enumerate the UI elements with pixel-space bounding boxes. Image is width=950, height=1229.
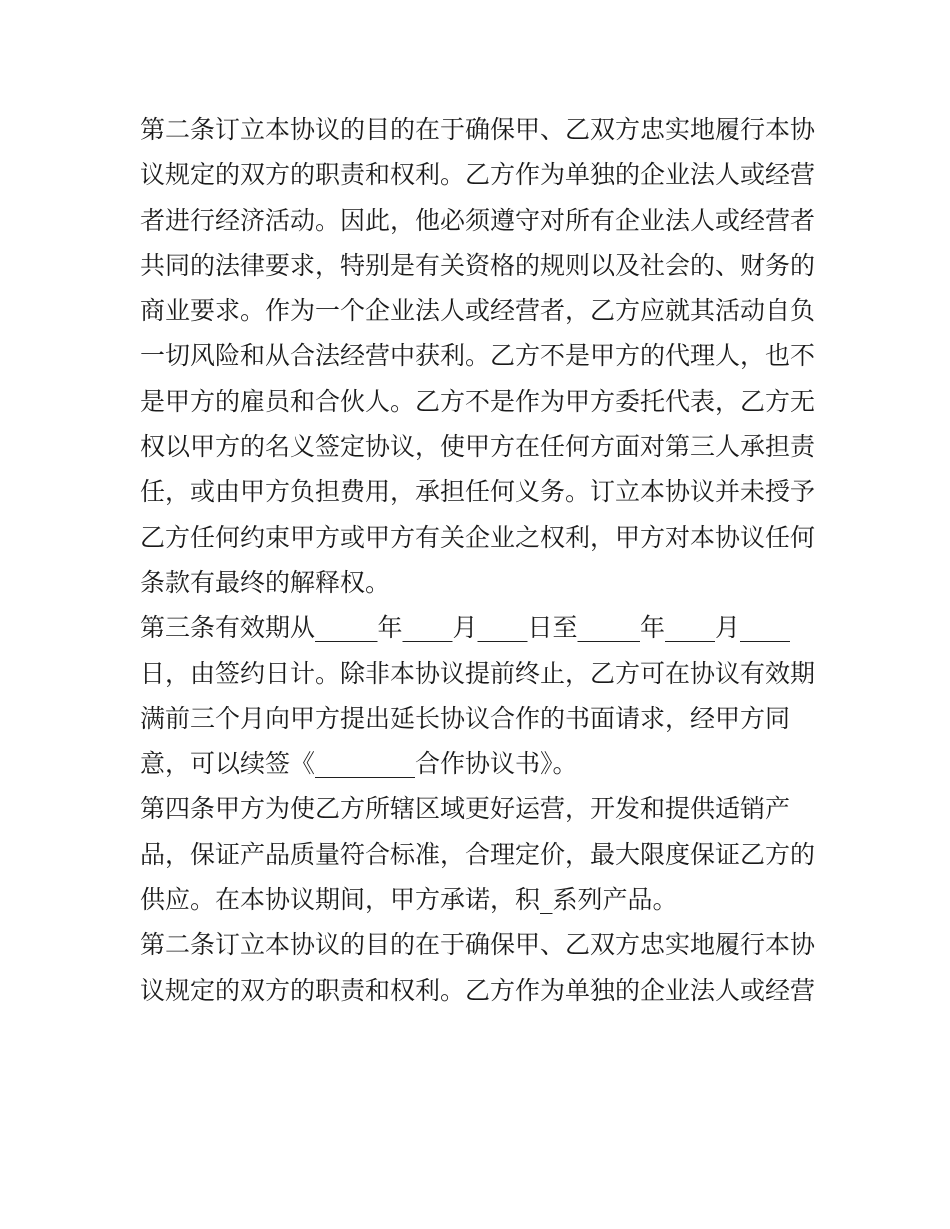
text-line: 第二条订立本协议的目的在于确保甲、乙双方忠实地履行本协 bbox=[140, 115, 816, 144]
text-line: 第三条有效期从_____年____月____日至_____年____月____ bbox=[140, 613, 791, 643]
text-line: 意，可以续签《________合作协议书》。 bbox=[140, 749, 578, 779]
text-line: 满前三个月向甲方提出延长协议合作的书面请求，经甲方同 bbox=[140, 703, 791, 733]
text-line: 日，由签约日计。除非本协议提前终止，乙方可在协议有效期 bbox=[140, 658, 816, 688]
text-line: 第二条订立本协议的目的在于确保甲、乙双方忠实地履行本协 bbox=[140, 930, 816, 960]
text-line: 乙方任何约束甲方或甲方有关企业之权利，甲方对本协议任何 bbox=[140, 522, 816, 552]
text-line: 议规定的双方的职责和权利。乙方作为单独的企业法人或经营 bbox=[140, 160, 816, 190]
text-line: 条款有最终的解释权。 bbox=[140, 567, 391, 597]
contract-body-text bbox=[140, 107, 820, 1013]
text-line: 任，或由甲方负担费用，承担任何义务。订立本协议并未授予 bbox=[140, 477, 816, 507]
text-line: 商业要求。作为一个企业法人或经营者，乙方应就其活动自负 bbox=[140, 296, 816, 326]
text-line: 是甲方的雇员和合伙人。乙方不是作为甲方委托代表，乙方无 bbox=[140, 386, 816, 416]
text-line: 品，保证产品质量符合标准，合理定价，最大限度保证乙方的 bbox=[140, 839, 816, 869]
text-line: 共同的法律要求，特别是有关资格的规则以及社会的、财务的 bbox=[140, 250, 816, 280]
text-line: 权以甲方的名义签定协议，使甲方在任何方面对第三人承担责 bbox=[140, 432, 816, 462]
text-line: 者进行经济活动。因此，他必须遵守对所有企业法人或经营者 bbox=[140, 205, 816, 235]
text-line: 供应。在本协议期间，甲方承诺，积_系列产品。 bbox=[140, 885, 678, 915]
text-line: 一切风险和从合法经营中获利。乙方不是甲方的代理人，也不 bbox=[140, 341, 816, 371]
text-line: 第四条甲方为使乙方所辖区域更好运营，开发和提供适销产 bbox=[140, 794, 791, 824]
text-line: 议规定的双方的职责和权利。乙方作为单独的企业法人或经营 bbox=[140, 975, 816, 1005]
